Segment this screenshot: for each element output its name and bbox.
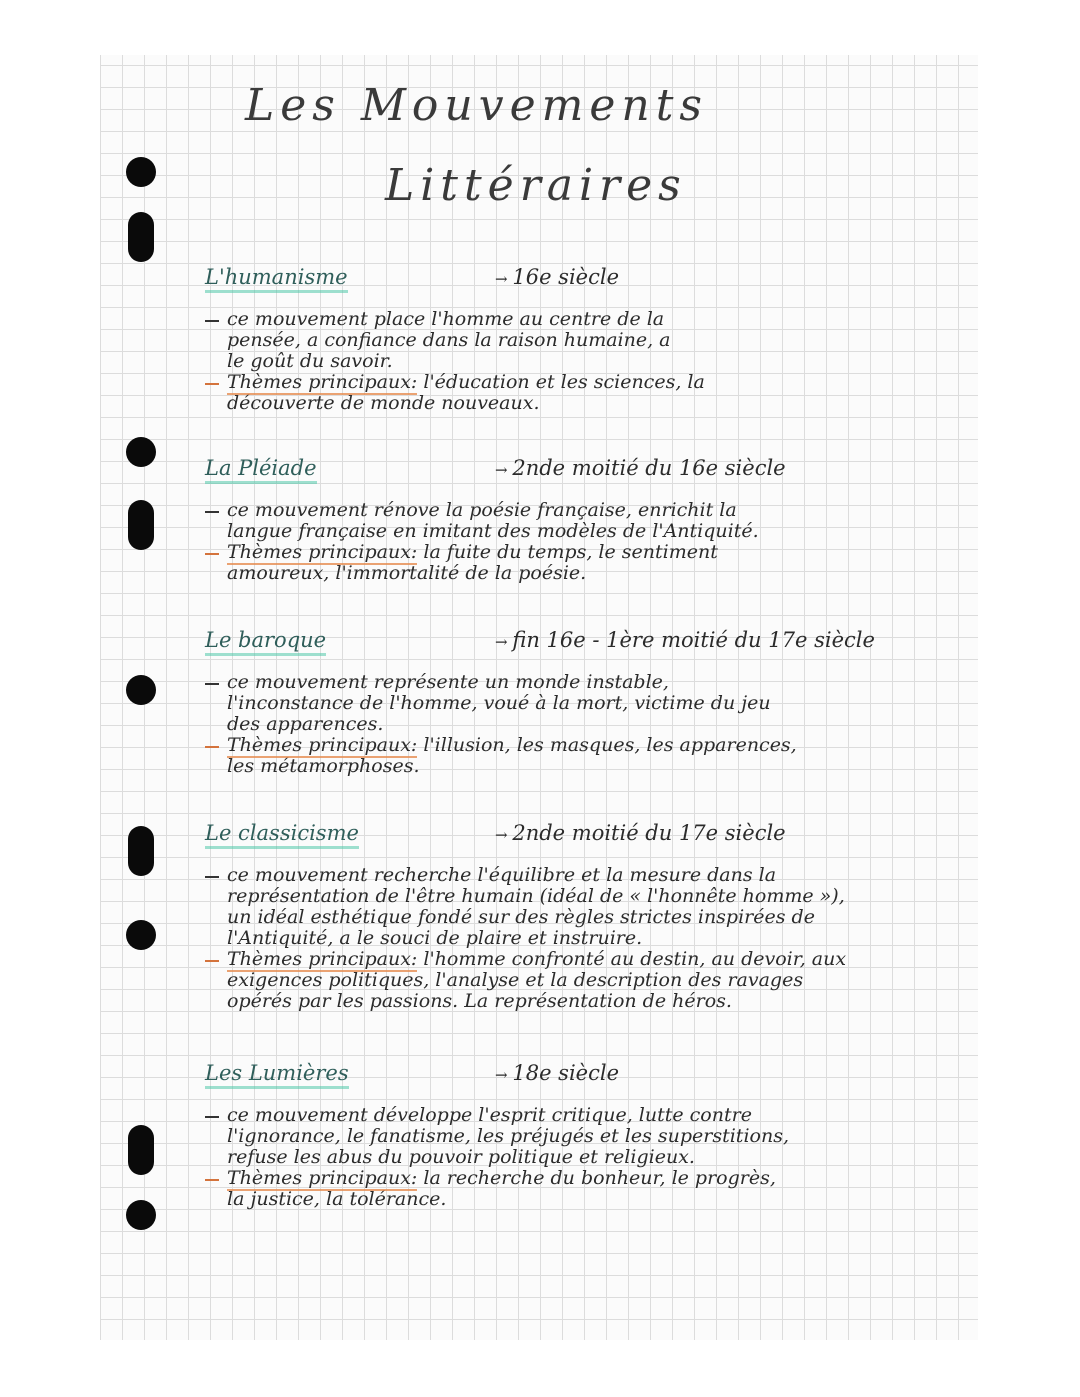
description-line: ce mouvement développe l'esprit critique, lutte contre — [205, 1105, 965, 1126]
section-header — [205, 821, 965, 861]
description-line: l'Antiquité, a le souci de plaire et instruire. — [227, 927, 643, 949]
description-line: ce mouvement recherche l'équilibre et la mesure dans la — [205, 865, 965, 886]
movement-section — [205, 821, 965, 1012]
themes-text: l'homme confronté au destin, au devoir, aux — [417, 948, 847, 970]
description-line: ce mouvement place l'homme au centre de la — [205, 309, 965, 330]
movement-period: → 2nde moitié du 16e siècle — [495, 456, 786, 480]
section-header — [205, 456, 965, 496]
themes-line — [205, 991, 965, 1012]
title-text: Les Mouvements — [245, 80, 708, 131]
movement-name: Les Lumières — [205, 1061, 349, 1089]
themes-text: amoureux, l'immortalité de la poésie. — [227, 562, 587, 584]
description-line: l'inconstance de l'homme, voué à la mort, victime du jeu — [227, 692, 771, 714]
description-line: ce mouvement représente un monde instable, — [205, 672, 965, 693]
section-header — [205, 265, 965, 305]
movement-name: L'humanisme — [205, 265, 348, 293]
section-body — [205, 865, 965, 1012]
section-body — [205, 1105, 965, 1210]
themes-line — [205, 393, 965, 414]
punch-hole — [126, 437, 156, 467]
description-line: l'ignorance, le fanatisme, les préjugés et les superstitions, — [227, 1125, 789, 1147]
punch-hole — [128, 212, 154, 262]
description-line: le goût du savoir. — [227, 350, 393, 372]
punch-hole — [126, 920, 156, 950]
themes-line — [205, 949, 965, 970]
themes-text: l'éducation et les sciences, la — [417, 371, 705, 393]
description-line: ce mouvement rénove la poésie française, enrichit la — [205, 500, 965, 521]
punch-hole — [128, 826, 154, 876]
themes-label: Thèmes principaux: — [227, 734, 418, 756]
description-line: pensée, a confiance dans la raison humaine, a — [227, 329, 671, 351]
description-line: des apparences. — [227, 713, 384, 735]
themes-line — [205, 756, 965, 777]
themes-line — [205, 970, 965, 991]
themes-label: Thèmes principaux: — [227, 1167, 418, 1189]
section-header — [205, 628, 965, 668]
movement-name: La Pléiade — [205, 456, 317, 484]
punch-hole — [126, 157, 156, 187]
themes-text: exigences politiques, l'analyse et la description des ravages — [227, 969, 804, 991]
description-line: un idéal esthétique fondé sur des règles strictes inspirées de — [227, 906, 815, 928]
section-body — [205, 672, 965, 777]
themes-label: Thèmes principaux: — [227, 948, 418, 970]
description-line: représentation de l'être humain (idéal de « l'honnête homme »), — [227, 885, 845, 907]
section-body — [205, 309, 965, 414]
themes-text: découverte de monde nouveaux. — [227, 392, 540, 414]
themes-text: la recherche du bonheur, le progrès, — [417, 1167, 776, 1189]
movement-period: → 16e siècle — [495, 265, 619, 289]
movement-section — [205, 628, 965, 777]
themes-line — [205, 542, 965, 563]
themes-line — [205, 563, 965, 584]
movement-period: → fin 16e - 1ère moitié du 17e siècle — [495, 628, 875, 652]
movement-name: Le classicisme — [205, 821, 359, 849]
themes-text: la fuite du temps, le sentiment — [417, 541, 718, 563]
movement-period: → 2nde moitié du 17e siècle — [495, 821, 786, 845]
punch-hole — [128, 500, 154, 550]
page-title-line2 — [385, 160, 687, 211]
themes-line — [205, 1189, 965, 1210]
movement-section — [205, 456, 965, 584]
section-body — [205, 500, 965, 584]
punch-hole — [126, 1200, 156, 1230]
movement-name: Le baroque — [205, 628, 326, 656]
themes-line — [205, 372, 965, 393]
themes-text: l'illusion, les masques, les apparences, — [417, 734, 797, 756]
themes-text: les métamorphoses. — [227, 755, 420, 777]
movement-section — [205, 265, 965, 414]
themes-label: Thèmes principaux: — [227, 371, 418, 393]
themes-label: Thèmes principaux: — [227, 541, 418, 563]
page-title-line1 — [245, 80, 708, 131]
description-line: refuse les abus du pouvoir politique et religieux. — [227, 1146, 695, 1168]
title-text: Littéraires — [385, 160, 687, 211]
themes-text: opérés par les passions. La représentation de héros. — [227, 990, 732, 1012]
punch-hole — [126, 675, 156, 705]
section-header — [205, 1061, 965, 1101]
themes-line — [205, 735, 965, 756]
themes-line — [205, 1168, 965, 1189]
movement-period: → 18e siècle — [495, 1061, 619, 1085]
description-line: langue française en imitant des modèles de l'Antiquité. — [227, 520, 759, 542]
punch-hole — [128, 1125, 154, 1175]
themes-text: la justice, la tolérance. — [227, 1188, 447, 1210]
movement-section — [205, 1061, 965, 1210]
